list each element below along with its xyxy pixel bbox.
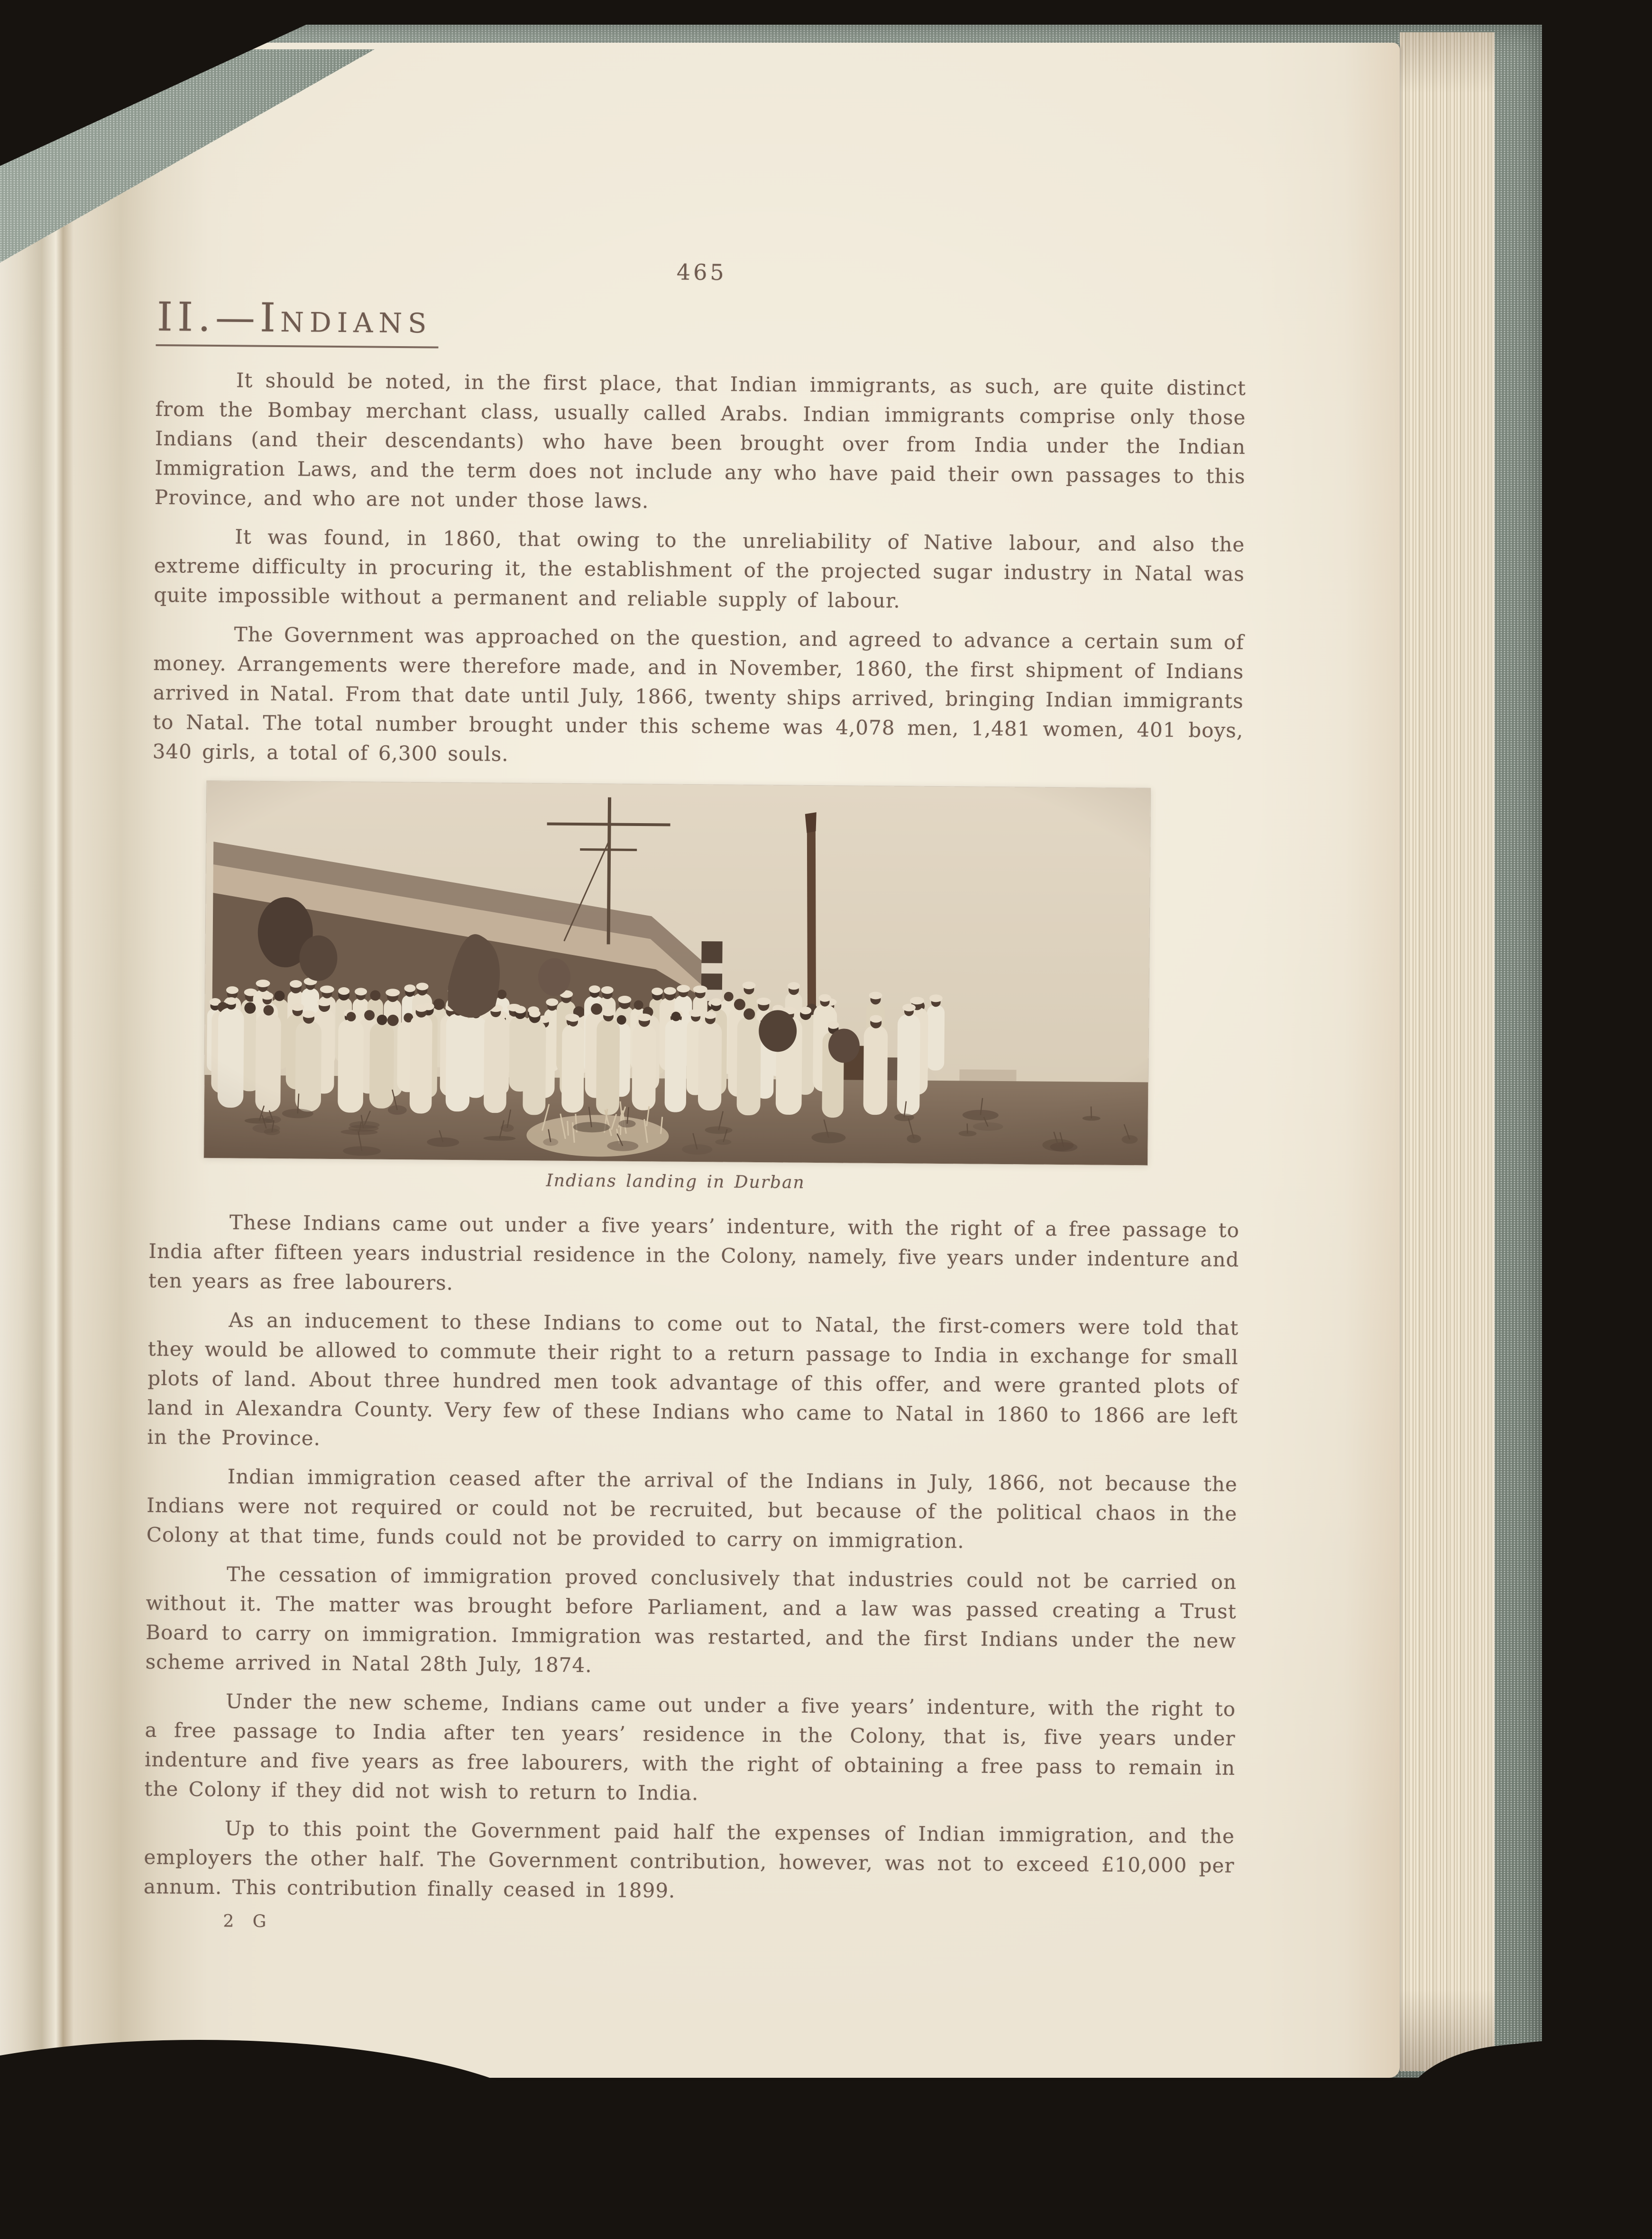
heading-roman-numeral: II.—I — [156, 294, 281, 341]
photograph-figure — [149, 780, 1243, 1196]
body-paragraph: As an inducement to these Indians to come out to Natal, the first-comers were told that they would be allowed to commute their right to a return passage to India in exchange for small plots of land. About three hundred men took advantage of this offer, and were granted plots of land in Alexandra County. Very few of these Indians who came to Natal in 1860 to 1866 are left in the Province. — [147, 1308, 1239, 1450]
page-number: 465 — [676, 259, 727, 285]
body-paragraph: It should be noted, in the first place, that Indian immigrants, as such, are quite distinct from the Bombay merchant class, usually called Arabs. Indian immigrants comprise only those Indians (and their descendants) who have been brought over from India under the Indian Immigration Laws, and the term does not include any who have paid their own passages to this Province, and who are not under those laws. — [154, 368, 1247, 513]
body-paragraph: These Indians came out under a five years’ indenture, with the right of a free passage to India after fifteen years industrial residence in the Colony, namely, five years under indenture and ten years as free labourers. — [148, 1211, 1240, 1294]
book-page — [0, 43, 1400, 2078]
body-paragraph: It was found, in 1860, that owing to the unreliability of Native labour, and also the extreme difficulty in procuring it, the establishment of the projected sugar industry in Natal was quite impossible without a permanent and reliable supply of labour. — [154, 525, 1245, 613]
body-paragraph: Up to this point the Government paid half the expenses of Indian immigration, and the employers the other half. The Government contribution, however, was not to exceed £10,000 per annum. This contribution finally ceased in 1899. — [143, 1817, 1235, 1902]
photograph-illustration — [204, 781, 1150, 1165]
body-paragraph: The Government was approached on the question, and agreed to advance a certain sum of money. Arrangements were therefore made, and in November, 1860, the first shipment of Indians arrived in Natal. From that date until July, 1866, twenty ships arrived, bringing Indian immigrants to Natal. The total number brought under this scheme was 4,078 men, 1,481 women, 401 boys, 340 girls, a total of 6,300 souls. — [152, 623, 1244, 766]
section-heading — [156, 294, 1247, 355]
page-content — [143, 255, 1247, 1939]
photo-caption: Indians landing in Durban — [546, 1171, 805, 1193]
printer-signature-mark: 2 G — [223, 1911, 273, 1932]
section-heading-underline — [156, 294, 439, 349]
heading-smallcaps: NDIANS — [280, 307, 432, 340]
body-paragraph: Under the new scheme, Indians came out under a five years’ indenture, with the right to a free passage to India after ten years’ residence in the Colony, that is, five years under indenture and five years as free labourers, with the right of obtaining a free pass to remain in the Colony if they did not wish to return to India. — [144, 1689, 1236, 1805]
page-stack-edges — [1400, 32, 1495, 2071]
body-paragraph: The cessation of immigration proved conclusively that industries could not be carried on without it. The matter was brought before Parliament, and a law was passed creating a Trust Board to carry on immigration. Immigration was restarted, and the first Indians under the new scheme arrived in Natal 28th July, 1874. — [145, 1562, 1237, 1677]
body-paragraph: Indian immigration ceased after the arrival of the Indians in July, 1866, not because the Indians were not required or could not be recruited, but because of the political chaos in the Colony at that time, funds could not be provided to carry on immigration. — [146, 1465, 1238, 1553]
book-cover — [0, 25, 1542, 2078]
photo-indians-landing — [204, 781, 1150, 1165]
